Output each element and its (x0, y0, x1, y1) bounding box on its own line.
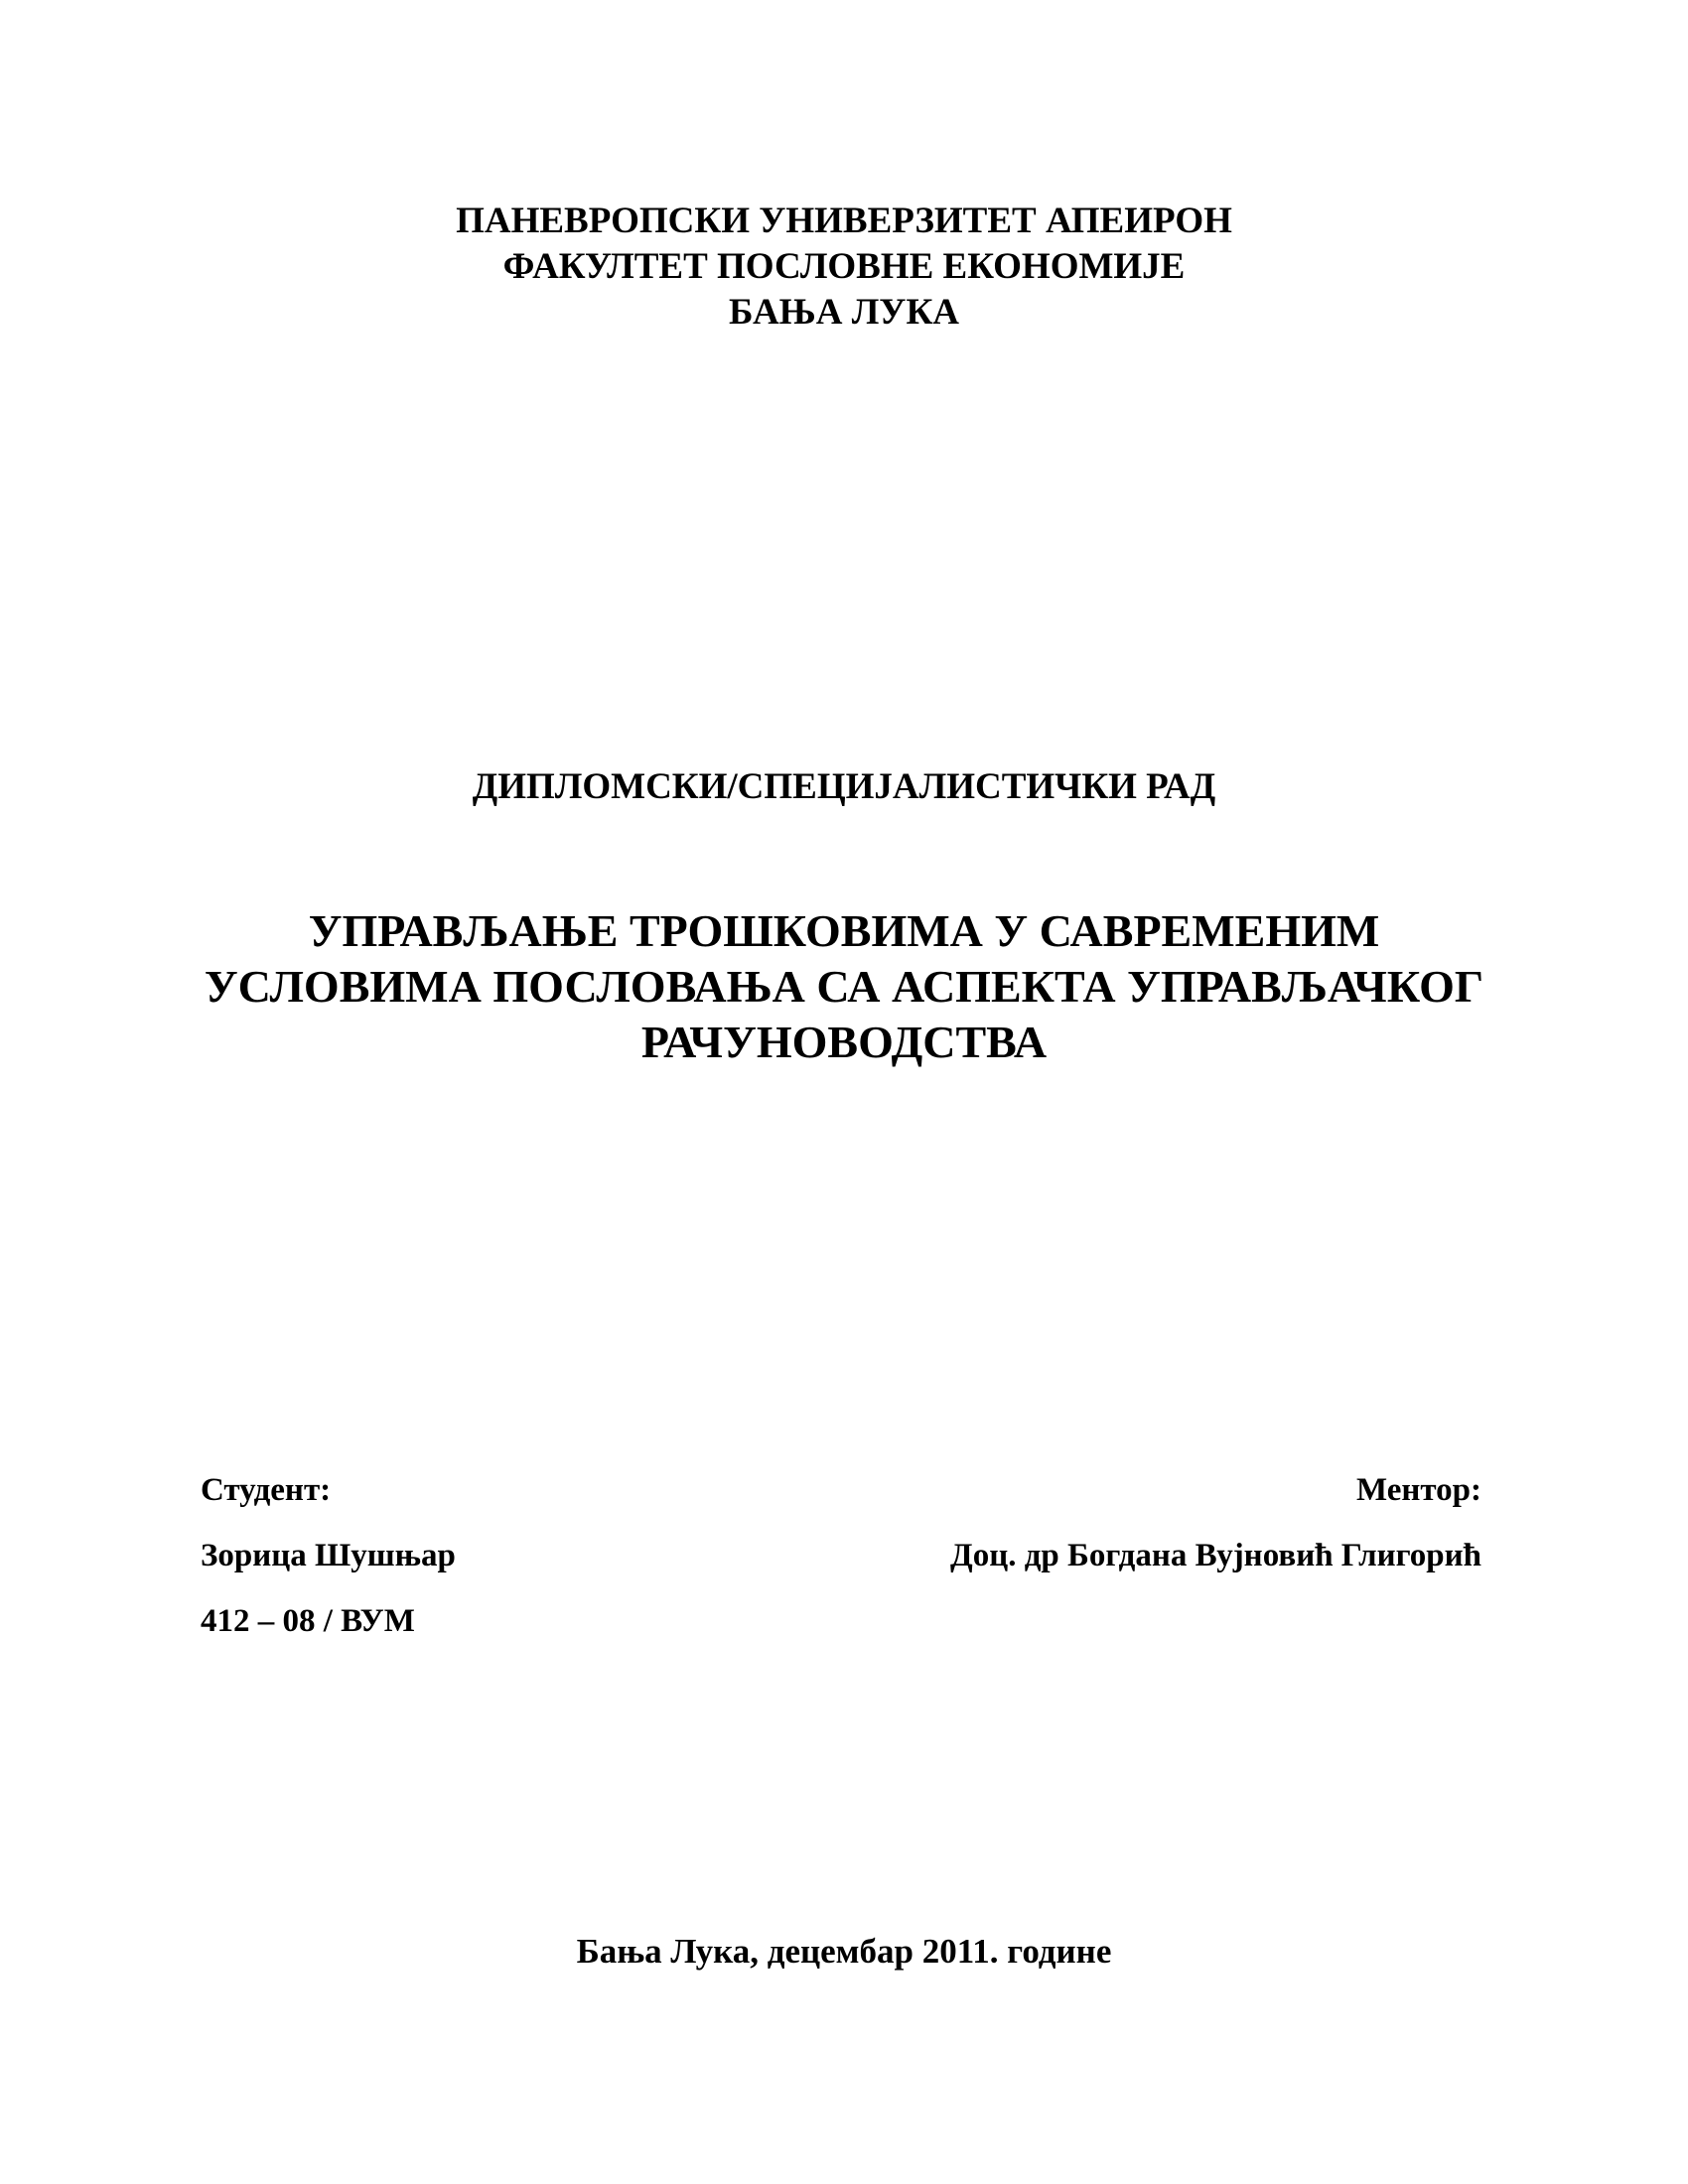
faculty-name: ФАКУЛТЕТ ПОСЛОВНЕ ЕКОНОМИЈЕ (502, 246, 1186, 287)
university-name: ПАНЕВРОПСКИ УНИВЕРЗИТЕТ АПЕИРОН (456, 201, 1232, 241)
thesis-title-line-2: УСЛОВИМА ПОСЛОВАЊА СА АСПЕКТА УПРАВЉАЧКОГ (204, 961, 1484, 1012)
mentor-name: Доц. др Богдана Вујновић Глигорић (949, 1538, 1481, 1573)
student-index: 412 – 08 / ВУМ (201, 1603, 415, 1639)
student-name: Зорица Шушњар (201, 1538, 456, 1573)
work-type-heading: ДИПЛОМСКИ/СПЕЦИЈАЛИСТИЧКИ РАД (472, 766, 1216, 807)
student-label: Студент: (201, 1472, 332, 1508)
place-and-date: Бања Лука, децембар 2011. године (576, 1932, 1112, 1971)
mentor-info (950, 1470, 1481, 1601)
mentor-label: Ментор: (1356, 1472, 1481, 1508)
thesis-title-line-1: УПРАВЉАЊЕ ТРОШКОВИМА У САВРЕМЕНИМ (308, 905, 1380, 956)
student-info (201, 1470, 456, 1667)
institution-header (0, 199, 1688, 336)
thesis-title (0, 903, 1688, 1070)
city-name: БАЊА ЛУКА (728, 292, 959, 333)
thesis-title-line-3: РАЧУНОВОДСТВА (640, 1017, 1048, 1067)
